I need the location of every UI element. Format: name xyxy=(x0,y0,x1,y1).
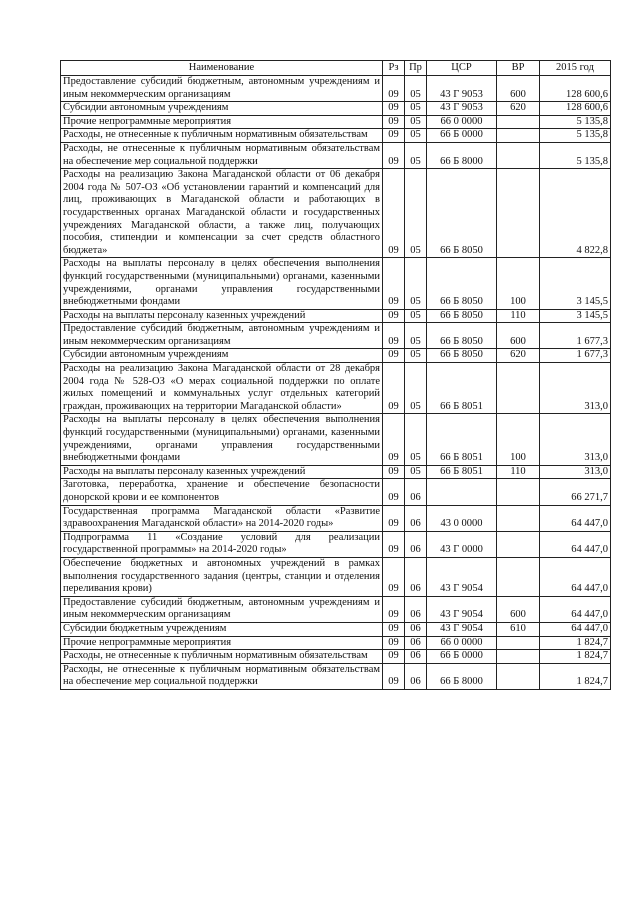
row-name: Предоставление субсидий бюджетным, автономным учреждениям и иным некоммерческим организациям xyxy=(61,323,383,349)
table-row xyxy=(61,349,611,363)
row-amount: 3 145,5 xyxy=(540,309,611,323)
row-name: Обеспечение бюджетных и автономных учреждений в рамках выполнения государственного задания (центры, станции и отделения переливания крови) xyxy=(61,557,383,596)
row-name: Расходы на реализацию Закона Магаданской области от 28 декабря 2004 года № 528-ОЗ «О мерах социальной поддержки по оплате жилых помещений и коммунальных услуг отдельных категорий граждан, проживающих на территории Магаданской области» xyxy=(61,363,383,414)
row-csr: 66 Б 8050 xyxy=(427,349,497,363)
table-row xyxy=(61,323,611,349)
row-name: Предоставление субсидий бюджетным, автономным учреждениям и иным некоммерческим организациям xyxy=(61,76,383,102)
row-amount: 313,0 xyxy=(540,363,611,414)
row-amount: 66 271,7 xyxy=(540,479,611,505)
row-name: Прочие непрограммные мероприятия xyxy=(61,636,383,650)
row-name: Государственная программа Магаданской области «Развитие здравоохранения Магаданской области» на 2014-2020 годы» xyxy=(61,505,383,531)
row-vr xyxy=(497,663,540,689)
row-csr: 43 Г 9054 xyxy=(427,557,497,596)
row-rz: 09 xyxy=(383,349,405,363)
row-pr: 06 xyxy=(405,663,427,689)
header-rz: Рз xyxy=(383,61,405,76)
row-pr: 05 xyxy=(405,129,427,143)
row-pr: 06 xyxy=(405,505,427,531)
row-rz: 09 xyxy=(383,596,405,622)
row-amount: 4 822,8 xyxy=(540,169,611,258)
table-row xyxy=(61,102,611,116)
row-amount: 64 447,0 xyxy=(540,505,611,531)
row-amount: 1 677,3 xyxy=(540,323,611,349)
row-csr: 66 Б 0000 xyxy=(427,650,497,664)
row-vr: 600 xyxy=(497,596,540,622)
row-vr xyxy=(497,169,540,258)
row-rz: 09 xyxy=(383,465,405,479)
row-amount: 1 677,3 xyxy=(540,349,611,363)
row-amount: 1 824,7 xyxy=(540,663,611,689)
row-pr: 05 xyxy=(405,169,427,258)
row-amount: 5 135,8 xyxy=(540,115,611,129)
row-csr: 66 0 0000 xyxy=(427,636,497,650)
row-vr: 600 xyxy=(497,323,540,349)
row-vr xyxy=(497,505,540,531)
table-row xyxy=(61,309,611,323)
table-row xyxy=(61,129,611,143)
row-rz: 09 xyxy=(383,76,405,102)
row-name: Расходы, не отнесенные к публичным нормативным обязательствам на обеспечение мер социальной поддержки xyxy=(61,142,383,168)
row-rz: 09 xyxy=(383,115,405,129)
row-rz: 09 xyxy=(383,650,405,664)
row-name: Субсидии автономным учреждениям xyxy=(61,349,383,363)
row-rz: 09 xyxy=(383,129,405,143)
row-pr: 06 xyxy=(405,596,427,622)
row-csr: 66 Б 8050 xyxy=(427,258,497,309)
row-vr xyxy=(497,636,540,650)
row-csr: 66 Б 8051 xyxy=(427,363,497,414)
row-rz: 09 xyxy=(383,323,405,349)
row-name: Расходы на выплаты персоналу казенных учреждений xyxy=(61,309,383,323)
row-csr: 66 Б 8050 xyxy=(427,309,497,323)
table-row xyxy=(61,169,611,258)
row-pr: 06 xyxy=(405,557,427,596)
row-amount: 1 824,7 xyxy=(540,650,611,664)
header-pr: Пр xyxy=(405,61,427,76)
row-csr: 66 0 0000 xyxy=(427,115,497,129)
row-pr: 05 xyxy=(405,349,427,363)
row-pr: 05 xyxy=(405,115,427,129)
row-pr: 06 xyxy=(405,636,427,650)
row-amount: 5 135,8 xyxy=(540,142,611,168)
header-year: 2015 год xyxy=(540,61,611,76)
row-vr xyxy=(497,363,540,414)
row-rz: 09 xyxy=(383,363,405,414)
header-name: Наименование xyxy=(61,61,383,76)
table-row xyxy=(61,622,611,636)
budget-table xyxy=(60,60,611,690)
row-pr: 05 xyxy=(405,309,427,323)
row-csr: 43 Г 9053 xyxy=(427,102,497,116)
row-csr: 66 Б 8000 xyxy=(427,663,497,689)
table-row xyxy=(61,363,611,414)
row-csr: 66 Б 8051 xyxy=(427,465,497,479)
row-name: Заготовка, переработка, хранение и обеспечение безопасности донорской крови и ее компонентов xyxy=(61,479,383,505)
row-rz: 09 xyxy=(383,414,405,465)
row-amount: 128 600,6 xyxy=(540,102,611,116)
row-name: Расходы, не отнесенные к публичным нормативным обязательствам xyxy=(61,650,383,664)
row-vr xyxy=(497,557,540,596)
row-pr: 06 xyxy=(405,479,427,505)
row-pr: 05 xyxy=(405,363,427,414)
row-vr: 600 xyxy=(497,76,540,102)
row-pr: 05 xyxy=(405,465,427,479)
row-amount: 64 447,0 xyxy=(540,531,611,557)
row-csr xyxy=(427,479,497,505)
row-pr: 05 xyxy=(405,323,427,349)
row-amount: 64 447,0 xyxy=(540,622,611,636)
row-csr: 66 Б 0000 xyxy=(427,129,497,143)
table-row xyxy=(61,479,611,505)
row-pr: 06 xyxy=(405,531,427,557)
row-name: Субсидии бюджетным учреждениям xyxy=(61,622,383,636)
row-rz: 09 xyxy=(383,309,405,323)
row-rz: 09 xyxy=(383,479,405,505)
row-amount: 3 145,5 xyxy=(540,258,611,309)
table-row xyxy=(61,414,611,465)
header-csr: ЦСР xyxy=(427,61,497,76)
table-row xyxy=(61,531,611,557)
table-row xyxy=(61,650,611,664)
table-row xyxy=(61,258,611,309)
row-amount: 64 447,0 xyxy=(540,596,611,622)
row-name: Предоставление субсидий бюджетным, автономным учреждениям и иным некоммерческим организациям xyxy=(61,596,383,622)
row-rz: 09 xyxy=(383,663,405,689)
row-amount: 128 600,6 xyxy=(540,76,611,102)
row-name: Подпрограмма 11 «Создание условий для реализации государственной программы» на 2014-2020 годы» xyxy=(61,531,383,557)
row-pr: 05 xyxy=(405,142,427,168)
row-vr: 100 xyxy=(497,414,540,465)
row-rz: 09 xyxy=(383,557,405,596)
row-pr: 05 xyxy=(405,76,427,102)
table-body xyxy=(61,76,611,690)
row-name: Расходы на выплаты персоналу казенных учреждений xyxy=(61,465,383,479)
row-name: Расходы, не отнесенные к публичным нормативным обязательствам на обеспечение мер социальной поддержки xyxy=(61,663,383,689)
table-row xyxy=(61,142,611,168)
row-pr: 05 xyxy=(405,258,427,309)
row-vr: 610 xyxy=(497,622,540,636)
row-vr: 110 xyxy=(497,465,540,479)
table-row xyxy=(61,76,611,102)
row-rz: 09 xyxy=(383,258,405,309)
row-rz: 09 xyxy=(383,531,405,557)
row-vr xyxy=(497,142,540,168)
row-amount: 313,0 xyxy=(540,414,611,465)
row-name: Субсидии автономным учреждениям xyxy=(61,102,383,116)
row-csr: 66 Б 8051 xyxy=(427,414,497,465)
table-row xyxy=(61,115,611,129)
row-csr: 43 Г 9053 xyxy=(427,76,497,102)
row-rz: 09 xyxy=(383,636,405,650)
row-vr xyxy=(497,115,540,129)
row-rz: 09 xyxy=(383,622,405,636)
row-vr xyxy=(497,479,540,505)
table-header-row xyxy=(61,61,611,76)
row-csr: 66 Б 8050 xyxy=(427,169,497,258)
table-row xyxy=(61,465,611,479)
row-name: Прочие непрограммные мероприятия xyxy=(61,115,383,129)
row-name: Расходы, не отнесенные к публичным нормативным обязательствам xyxy=(61,129,383,143)
row-vr: 110 xyxy=(497,309,540,323)
row-csr: 66 Б 8050 xyxy=(427,323,497,349)
table-row xyxy=(61,505,611,531)
row-csr: 43 Г 9054 xyxy=(427,622,497,636)
row-vr: 100 xyxy=(497,258,540,309)
row-rz: 09 xyxy=(383,142,405,168)
table-row xyxy=(61,596,611,622)
row-pr: 05 xyxy=(405,102,427,116)
row-amount: 1 824,7 xyxy=(540,636,611,650)
row-csr: 43 0 0000 xyxy=(427,505,497,531)
header-vr: ВР xyxy=(497,61,540,76)
row-pr: 06 xyxy=(405,650,427,664)
row-vr xyxy=(497,650,540,664)
row-csr: 43 Г 0000 xyxy=(427,531,497,557)
row-amount: 5 135,8 xyxy=(540,129,611,143)
row-csr: 43 Г 9054 xyxy=(427,596,497,622)
row-pr: 05 xyxy=(405,414,427,465)
table-row xyxy=(61,636,611,650)
row-rz: 09 xyxy=(383,102,405,116)
table-row xyxy=(61,557,611,596)
row-vr: 620 xyxy=(497,349,540,363)
row-rz: 09 xyxy=(383,169,405,258)
row-amount: 313,0 xyxy=(540,465,611,479)
row-name: Расходы на выплаты персоналу в целях обеспечения выполнения функций государственными (муниципальными) органами, казенными учреждениями, органами управления государственными внебюджетными фондами xyxy=(61,258,383,309)
row-pr: 06 xyxy=(405,622,427,636)
row-csr: 66 Б 8000 xyxy=(427,142,497,168)
row-rz: 09 xyxy=(383,505,405,531)
row-amount: 64 447,0 xyxy=(540,557,611,596)
table-row xyxy=(61,663,611,689)
row-vr: 620 xyxy=(497,102,540,116)
row-vr xyxy=(497,129,540,143)
row-name: Расходы на реализацию Закона Магаданской области от 06 декабря 2004 года № 507-ОЗ «Об установлении гарантий и компенсаций для лиц, проживающих в Магаданской области и работающих в государственных органах Магаданской области и государственных учреждениях Магаданской области, а также лиц, получающих пособия, стипендии и компенсации за счет средств областного бюджета» xyxy=(61,169,383,258)
row-vr xyxy=(497,531,540,557)
row-name: Расходы на выплаты персоналу в целях обеспечения выполнения функций государственными (муниципальными) органами, казенными учреждениями, органами управления государственными внебюджетными фондами xyxy=(61,414,383,465)
